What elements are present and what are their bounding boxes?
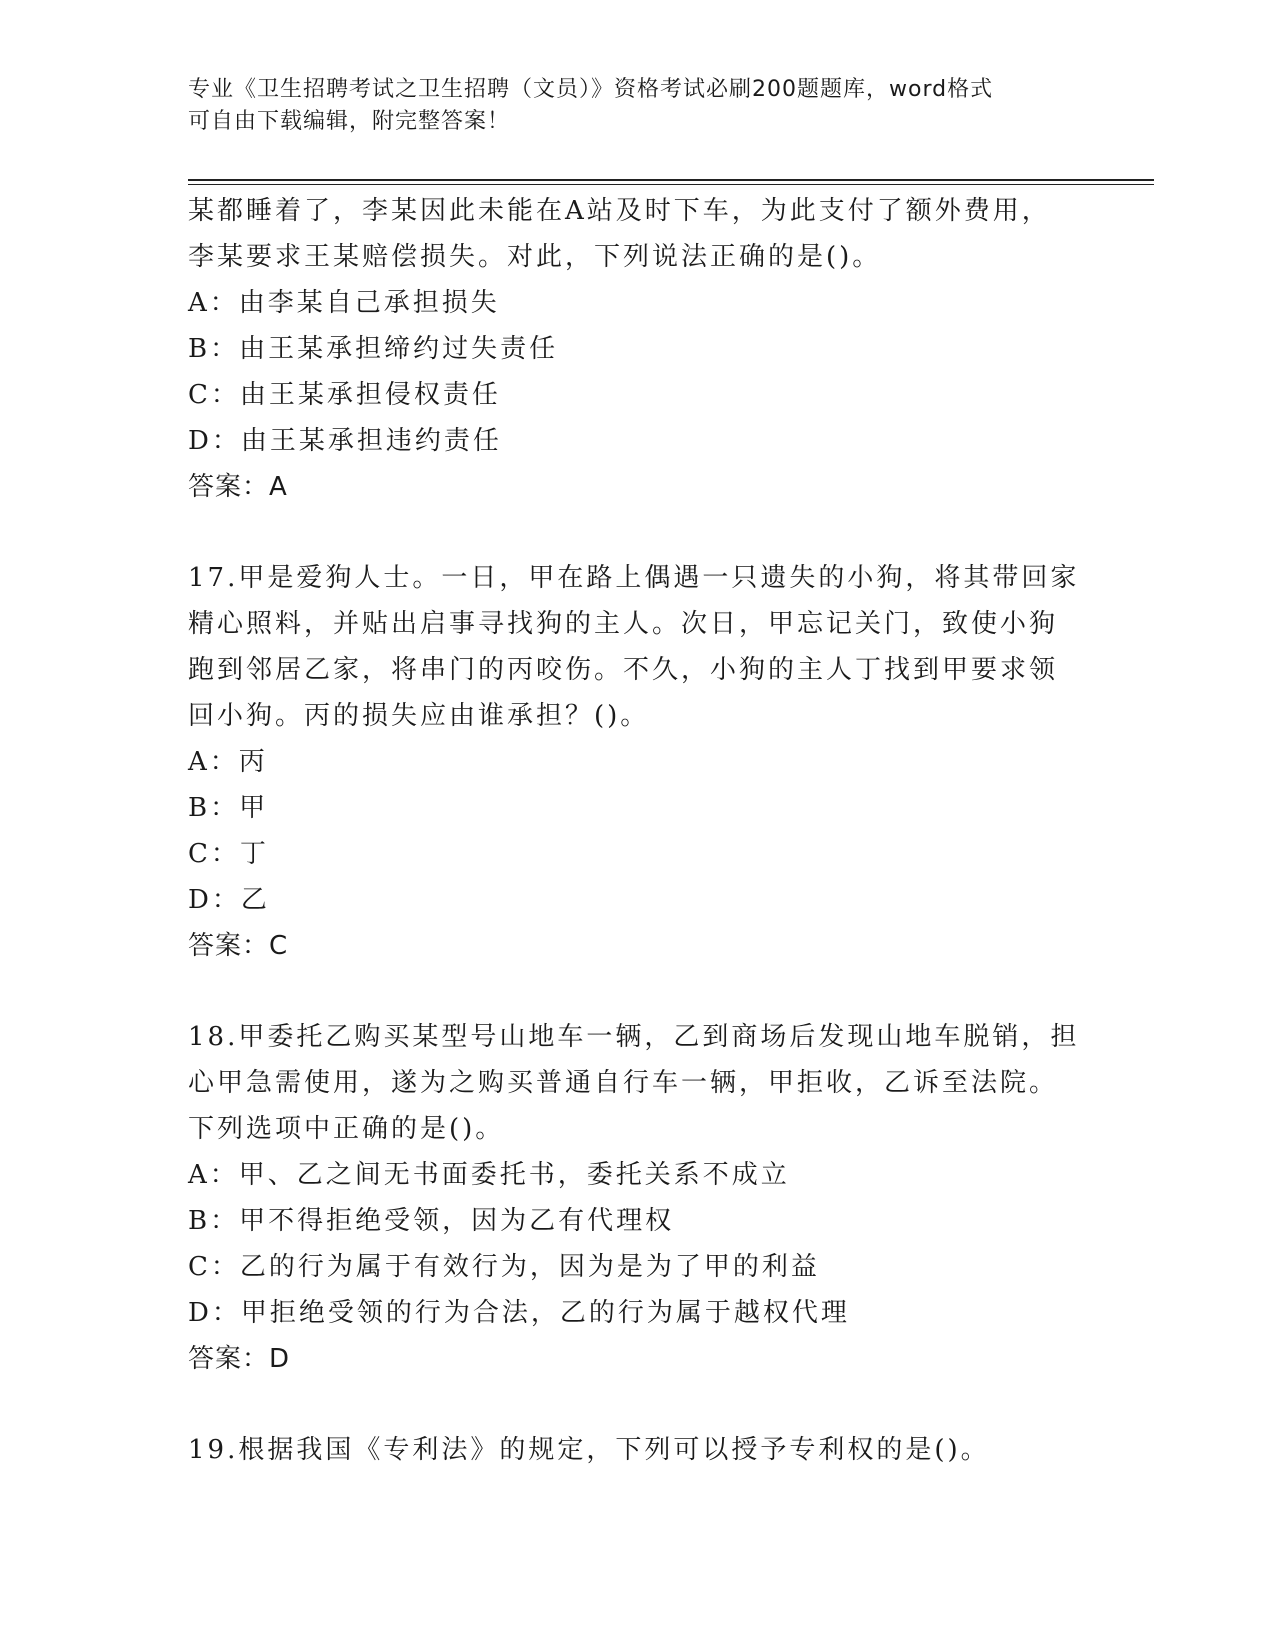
question-stem-line: 18.甲委托乙购买某型号山地车一辆，乙到商场后发现山地车脱销，担 — [188, 1022, 1080, 1052]
question-stem-line: 19.根据我国《专利法》的规定，下列可以授予专利权的是()。 — [188, 1435, 990, 1465]
question-stem-line: 下列选项中正确的是()。 — [188, 1114, 505, 1144]
option-b: B：由王某承担缔约过失责任 — [188, 334, 559, 364]
question-stem-line: 心甲急需使用，遂为之购买普通自行车一辆，甲拒收，乙诉至法院。 — [188, 1068, 1059, 1098]
answer-line: 答案：C — [188, 931, 289, 961]
question-19 — [188, 1427, 1108, 1473]
header-divider-thick — [188, 179, 1154, 181]
document-body — [188, 188, 1108, 1473]
option-b: B：甲不得拒绝受领，因为乙有代理权 — [188, 1206, 675, 1236]
option-d: D：乙 — [188, 885, 270, 915]
header-line-2: 可自由下载编辑，附完整答案！ — [188, 109, 511, 134]
question-stem-line: 跑到邻居乙家，将串门的丙咬伤。不久，小狗的主人丁找到甲要求领 — [188, 655, 1059, 685]
option-c: C：乙的行为属于有效行为，因为是为了甲的利益 — [188, 1252, 820, 1282]
question-16 — [188, 188, 1108, 510]
question-stem-line: 精心照料，并贴出启事寻找狗的主人。次日，甲忘记关门，致使小狗 — [188, 609, 1059, 639]
document-header — [188, 74, 1088, 138]
option-b: B：甲 — [188, 793, 269, 823]
option-a: A：由李某自己承担损失 — [188, 288, 500, 318]
option-a: A：丙 — [188, 747, 268, 777]
question-stem-line: 某都睡着了，李某因此未能在A站及时下车，为此支付了额外费用， — [188, 196, 1051, 226]
option-d: D：由王某承担违约责任 — [188, 426, 502, 456]
question-18 — [188, 1014, 1108, 1382]
question-17 — [188, 555, 1108, 969]
answer-line: 答案：D — [188, 1344, 291, 1374]
question-stem-line: 回小狗。丙的损失应由谁承担？()。 — [188, 701, 650, 731]
option-d: D：甲拒绝受领的行为合法，乙的行为属于越权代理 — [188, 1298, 850, 1328]
option-c: C：由王某承担侵权责任 — [188, 380, 501, 410]
question-stem-line: 李某要求王某赔偿损失。对此，下列说法正确的是()。 — [188, 242, 882, 272]
answer-line: 答案：A — [188, 472, 288, 502]
option-a: A：甲、乙之间无书面委托书，委托关系不成立 — [188, 1160, 790, 1190]
header-divider-thin — [188, 184, 1154, 185]
option-c: C：丁 — [188, 839, 269, 869]
question-stem-line: 17.甲是爱狗人士。一日，甲在路上偶遇一只遗失的小狗，将其带回家 — [188, 563, 1080, 593]
header-line-1: 专业《卫生招聘考试之卫生招聘（文员）》资格考试必刷200题题库，word格式 — [188, 77, 994, 102]
